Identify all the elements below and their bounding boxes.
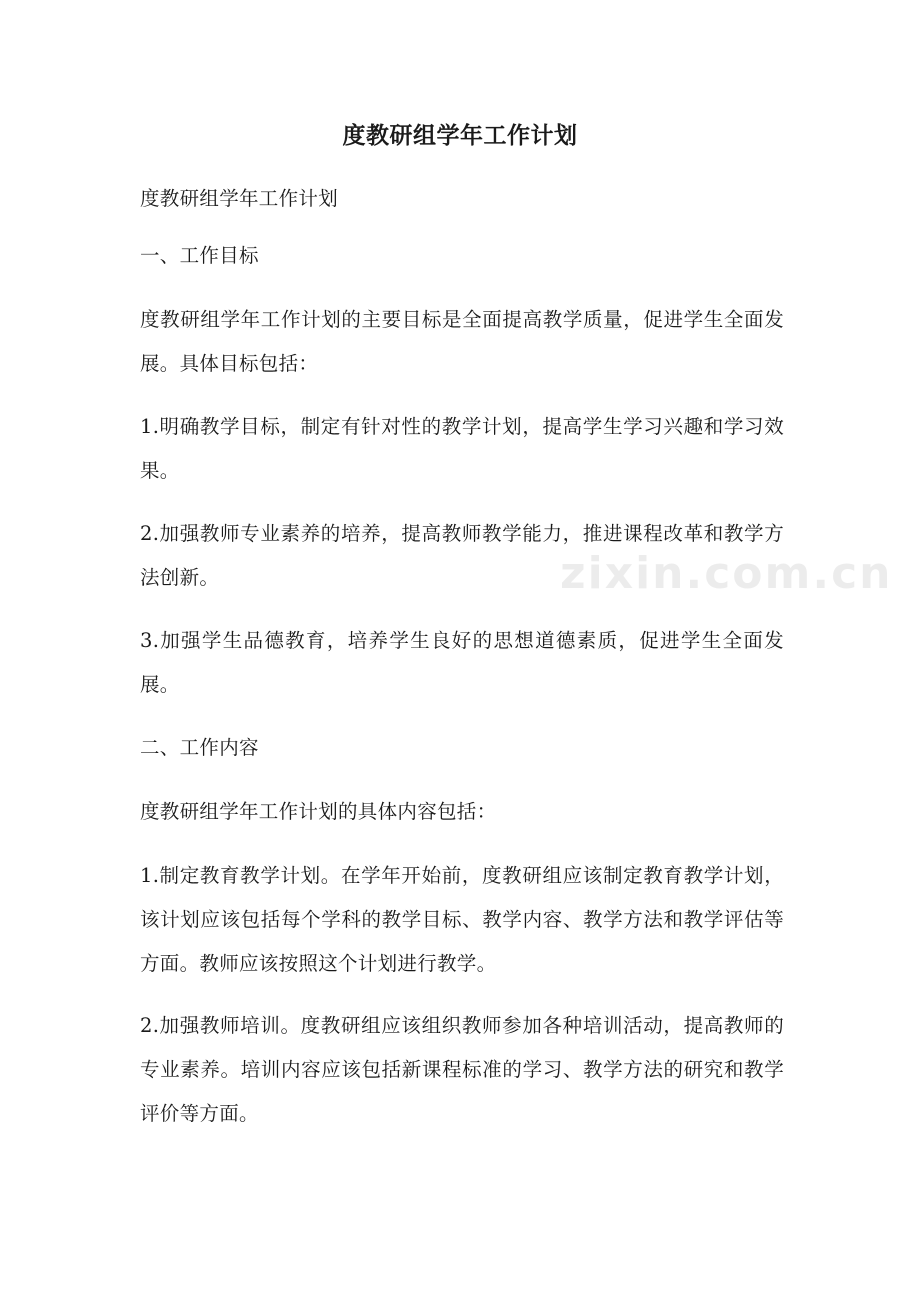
section-heading-content: 二、工作内容 (140, 736, 259, 759)
section-heading-goals: 一、工作目标 (140, 244, 259, 267)
subtitle-paragraph: 度教研组学年工作计划 (140, 187, 339, 210)
goal-item-2: 2.加强教师专业素养的培养，提高教师教学能力，推进课程改革和教学方法创新。 (140, 522, 784, 589)
content-intro-paragraph: 度教研组学年工作计划的具体内容包括： (140, 800, 497, 823)
goals-intro-paragraph: 度教研组学年工作计划的主要目标是全面提高教学质量，促进学生全面发展。具体目标包括： (140, 308, 784, 375)
goal-item-1: 1.明确教学目标，制定有针对性的教学计划，提高学生学习兴趣和学习效果。 (140, 415, 784, 482)
document-title: 度教研组学年工作计划 (342, 122, 578, 149)
goal-item-3: 3.加强学生品德教育，培养学生良好的思想道德素质，促进学生全面发展。 (140, 629, 784, 696)
content-item-2: 2.加强教师培训。度教研组应该组织教师参加各种培训活动，提高教师的专业素养。培训内容应该包括新课程标准的学习、教学方法的研究和教学评价等方面。 (140, 1014, 784, 1125)
content-item-1: 1.制定教育教学计划。在学年开始前，度教研组应该制定教育教学计划，该计划应该包括每个学科的教学目标、教学内容、教学方法和教学评估等方面。教师应该按照这个计划进行教学。 (140, 864, 784, 975)
watermark-text: zixin.com.cn (560, 548, 893, 599)
